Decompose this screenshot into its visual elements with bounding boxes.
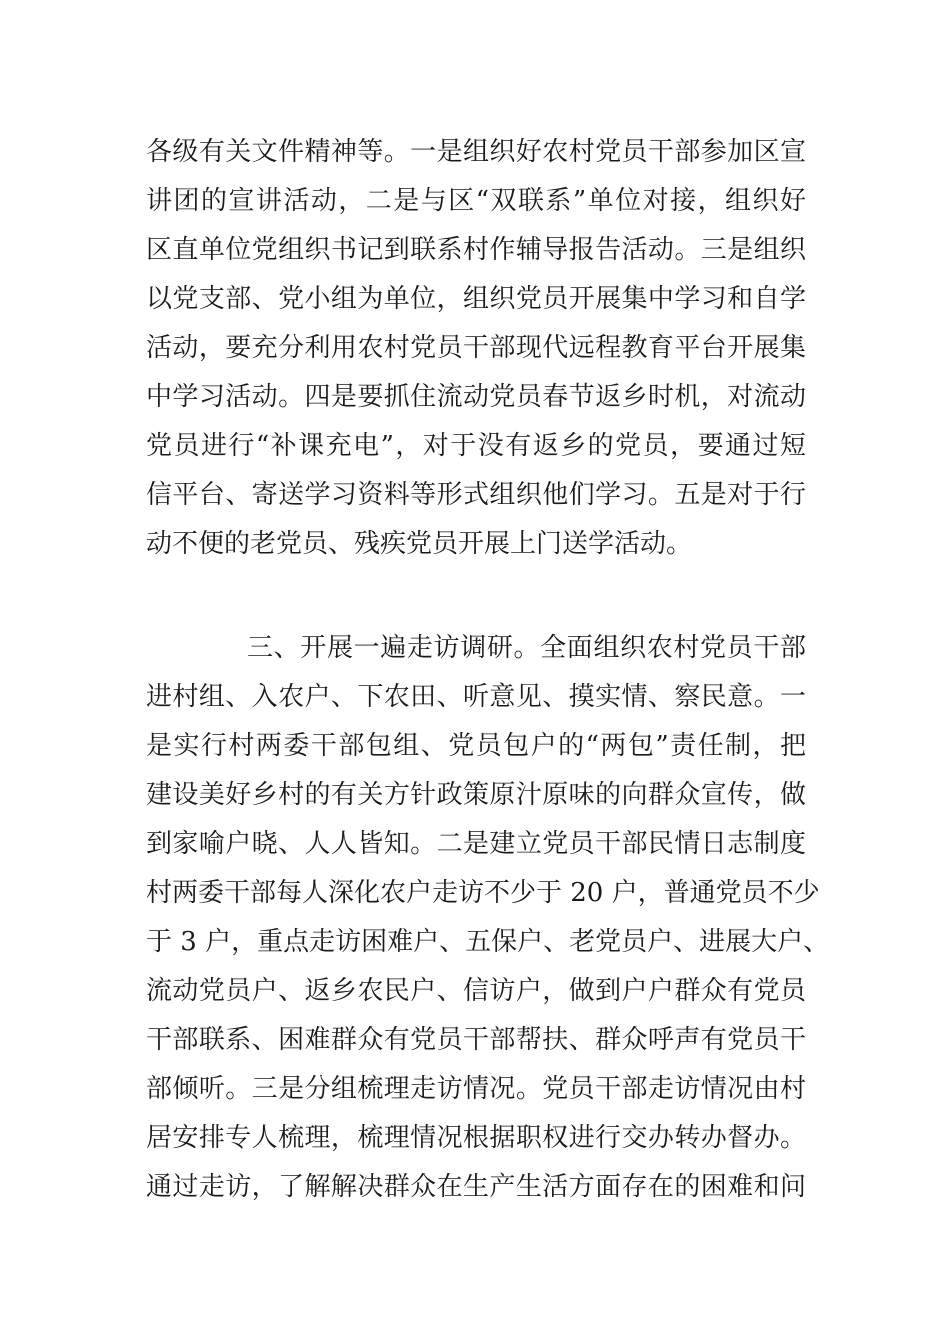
paragraph-2-line-6: 村两委干部每人深化农户走访不少于 20 户，普通党员不少: [146, 878, 820, 908]
paragraph-2-line-11: 居安排专人梳理，梳理情况根据职权进行交办转办督办。: [146, 1123, 806, 1153]
paragraph-2-line-4: 建设美好乡村的有关方针政策原汁原味的向群众宣传，做: [146, 780, 806, 810]
paragraph-2-line-2: 进村组、入农户、下农田、听意见、摸实情、察民意。一: [146, 682, 806, 712]
paragraph-1-line-7: 党员进行“补课充电”，对于没有返乡的党员，要通过短: [146, 431, 806, 461]
paragraph-1-line-6: 中学习活动。四是要抓住流动党员春节返乡时机，对流动: [146, 382, 806, 412]
paragraph-1-line-2: 讲团的宣讲活动，二是与区“双联系”单位对接，组织好: [146, 186, 806, 216]
paragraph-1-line-5: 活动，要充分利用农村党员干部现代远程教育平台开展集: [146, 333, 806, 363]
paragraph-2-line-8: 流动党员户、返乡农民户、信访户，做到户户群众有党员: [146, 976, 806, 1006]
paragraph-2-line-1: 三、开展一遍走访调研。全面组织农村党员干部: [247, 633, 806, 663]
paragraph-1-line-1: 各级有关文件精神等。一是组织好农村党员干部参加区宣: [146, 137, 806, 167]
paragraph-2-line-3: 是实行村两委干部包组、党员包户的“两包”责任制，把: [146, 731, 806, 761]
paragraph-1-line-4: 以党支部、党小组为单位，组织党员开展集中学习和自学: [146, 284, 806, 314]
paragraph-2-line-10: 部倾听。三是分组梳理走访情况。党员干部走访情况由村: [146, 1074, 806, 1104]
paragraph-1-line-8: 信平台、寄送学习资料等形式组织他们学习。五是对于行: [146, 480, 806, 510]
paragraph-2-line-7: 于 3 户，重点走访困难户、五保户、老党员户、进展大户、: [146, 927, 830, 957]
paragraph-1-line-3: 区直单位党组织书记到联系村作辅导报告活动。三是组织: [146, 235, 806, 265]
paragraph-2-line-5: 到家喻户晓、人人皆知。二是建立党员干部民情日志制度: [146, 829, 806, 859]
paragraph-2-line-9: 干部联系、困难群众有党员干部帮扶、群众呼声有党员干: [146, 1025, 806, 1055]
paragraph-1-line-9: 动不便的老党员、残疾党员开展上门送学活动。: [146, 529, 693, 559]
paragraph-2-line-12: 通过走访，了解解决群众在生产生活方面存在的困难和问: [146, 1172, 806, 1202]
